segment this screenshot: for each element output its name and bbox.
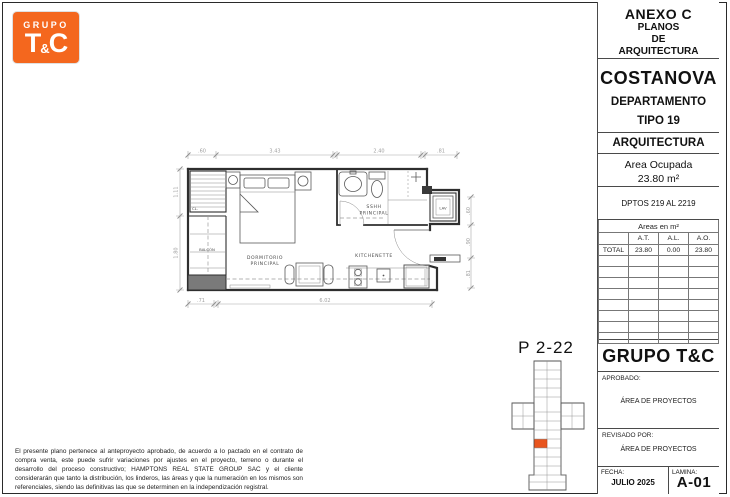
svg-text:6.02: 6.02	[319, 298, 331, 304]
svg-text:.81: .81	[437, 148, 445, 155]
chair-right	[324, 265, 333, 284]
unit-type: TIPO 19	[637, 115, 680, 127]
kitchen-sink	[377, 269, 390, 282]
bath-label-line1: SSHH	[366, 205, 382, 210]
sheet-cell	[669, 467, 719, 494]
unit-label: DEPARTAMENTO	[610, 96, 707, 108]
areas-col-2: A.L.	[659, 233, 689, 245]
chair-left	[285, 265, 294, 284]
dining-table	[296, 263, 323, 286]
disclaimer-text: El presente plano pertenece al anteproyecto aprobado, de acuerdo a lo pactado en el contrato de compra venta, este puede sufrir variaciones por ajustes en el proyecto, terreno o durante el desarrollo del proceso constructivo; HAMPTONS REAL STATE GROUP SAC y el cliente considerarán que tanto la distribución, los linderos, las áreas y que la numeración en los mismos son referenciales, siendo las definitivas las que se determinen en la independización registral.	[15, 448, 303, 492]
logo-grupo-text: GRUPO	[23, 19, 69, 30]
table-row-empty	[599, 322, 719, 333]
bed	[240, 175, 295, 243]
anexo-line1: PLANOS	[637, 22, 680, 33]
svg-text:.90: .90	[466, 238, 472, 246]
date-label: FECHA:	[601, 469, 625, 476]
section-reviewed	[598, 429, 719, 467]
sheet-label: LAMINA:	[672, 469, 698, 476]
area-label: Area Ocupada	[624, 159, 693, 171]
approved-by: ÁREA DE PROYECTOS	[620, 398, 697, 405]
areas-col-0	[599, 233, 629, 245]
laundry-label: LAV	[439, 205, 447, 211]
svg-text:3.43: 3.43	[269, 148, 281, 155]
areas-col-3: A.O.	[689, 233, 719, 245]
closet	[190, 171, 226, 212]
bedroom-label-line2: PRINCIPAL	[250, 262, 280, 267]
shower-head-icon	[411, 172, 421, 182]
bedroom-label-line1: DORMITORIO	[246, 256, 284, 261]
section-approved	[598, 372, 719, 429]
area-value: 23.80 m²	[637, 173, 680, 186]
dptos-range: DPTOS 219 AL 2219	[598, 187, 719, 220]
svg-text:.60: .60	[198, 148, 206, 155]
anexo-title: ANEXO C	[624, 6, 693, 22]
table-row: TOTAL 23.80 0.00 23.80	[599, 245, 719, 256]
anexo-line2: DE	[651, 34, 666, 45]
sink	[345, 177, 362, 192]
cooktop	[349, 266, 367, 288]
toilet-tank	[369, 172, 385, 179]
rug	[230, 285, 270, 288]
svg-text:.71: .71	[197, 298, 205, 304]
bathroom	[339, 171, 427, 225]
kitchen-label: KITCHENETTE	[355, 254, 393, 259]
section-project	[598, 59, 719, 133]
date-value: JULIO 2025	[611, 478, 655, 487]
svg-text:2.40: 2.40	[373, 148, 385, 155]
areas-col-1: A.T.	[629, 233, 659, 245]
areas-table-title: Areas en m²	[599, 220, 719, 233]
table-row-empty	[599, 278, 719, 289]
plan-walls	[188, 169, 459, 290]
section-date-sheet	[598, 467, 719, 494]
closet-label: CL.	[192, 206, 198, 211]
toilet	[372, 181, 383, 198]
svg-text:.60: .60	[466, 207, 472, 215]
section-area	[598, 154, 719, 187]
balcony-label: BALCÓN	[199, 247, 215, 252]
table-row-empty	[599, 300, 719, 311]
sheet-number: A-01	[676, 474, 712, 491]
company-logo	[13, 12, 79, 63]
fridge	[404, 265, 429, 288]
company-name: GRUPO T&C	[598, 340, 719, 372]
table-row-empty	[599, 256, 719, 267]
title-block	[597, 2, 719, 494]
svg-text:1.11: 1.11	[173, 186, 180, 198]
reviewed-by: ÁREA DE PROYECTOS	[620, 446, 697, 453]
section-areas-table	[598, 220, 719, 340]
project-name: COSTANOVA	[600, 68, 717, 88]
reviewed-label: REVISADO POR:	[602, 432, 654, 439]
highlighted-unit	[535, 440, 548, 448]
svg-text:.81: .81	[466, 270, 472, 278]
key-plan-title: P 2-22	[518, 338, 574, 357]
svg-text:1.80: 1.80	[173, 247, 180, 259]
date-cell	[598, 467, 669, 494]
section-anexo	[598, 2, 719, 59]
areas-table	[598, 220, 719, 344]
sink-counter	[339, 172, 367, 196]
floor-plan	[168, 138, 478, 313]
balcony	[188, 216, 226, 290]
approved-label: APROBADO:	[602, 375, 641, 382]
entry-shelf	[430, 255, 460, 262]
logo-tc-text: T&C	[24, 27, 68, 58]
bath-label-line2: PRINCIPAL	[359, 211, 389, 217]
key-plan	[498, 358, 598, 496]
table-row-empty	[599, 311, 719, 322]
balcony-planter	[188, 275, 226, 290]
table-row-empty	[599, 289, 719, 300]
anexo-line3: ARQUITECTURA	[618, 46, 699, 57]
discipline-label: ARQUITECTURA	[598, 133, 719, 154]
entry-door	[394, 230, 430, 266]
table-row-empty	[599, 267, 719, 278]
laundry-machine	[430, 193, 456, 221]
